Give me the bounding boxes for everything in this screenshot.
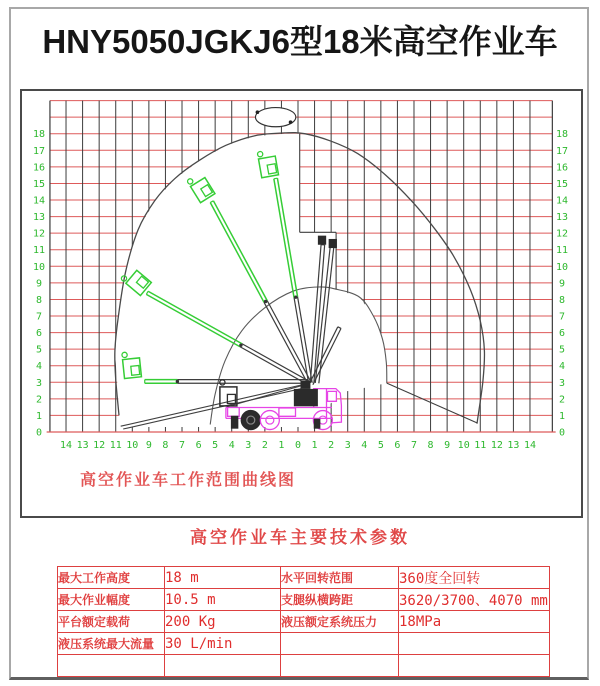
param-value: 18 m: [165, 567, 281, 589]
axis-tick-label: 3: [245, 440, 252, 451]
axis-tick-label: 17: [555, 145, 569, 157]
axis-tick-label: 10: [32, 261, 46, 273]
axis-tick-label: 16: [32, 162, 46, 174]
param-label: [281, 633, 399, 655]
param-label: [58, 655, 165, 677]
axis-tick-label: 7: [558, 311, 566, 323]
axis-tick-label: 14: [59, 440, 73, 451]
axis-tick-label: 15: [555, 178, 569, 190]
params-table-title: 高空作业车主要技术参数: [190, 528, 410, 547]
axis-tick-label: 1: [311, 440, 318, 451]
axis-tick-label: 13: [507, 440, 520, 451]
param-row: [58, 633, 550, 655]
axis-tick-label: 9: [444, 440, 451, 451]
axis-tick-label: 5: [212, 440, 219, 451]
param-label: [281, 655, 399, 677]
param-label: 支腿纵横跨距: [281, 589, 399, 611]
axis-tick-label: 18: [555, 129, 569, 141]
axis-tick-label: 7: [35, 311, 43, 323]
axis-tick-label: 15: [32, 178, 46, 190]
axis-tick-label: 12: [32, 228, 46, 240]
axis-tick-label: 8: [558, 294, 566, 306]
axis-tick-label: 2: [261, 440, 268, 451]
axis-tick-label: 17: [32, 145, 46, 157]
axis-tick-label: 4: [35, 361, 43, 373]
axis-tick-label: 6: [394, 440, 401, 451]
axis-tick-label: 9: [558, 278, 566, 290]
axis-tick-label: 3: [344, 440, 351, 451]
axis-tick-label: 9: [35, 278, 43, 290]
param-row: [58, 589, 550, 611]
axis-tick-label: 8: [427, 440, 434, 451]
axis-tick-label: 6: [558, 328, 566, 340]
axis-tick-label: 3: [558, 377, 566, 389]
axis-tick-label: 13: [555, 212, 569, 224]
axis-tick-label: 4: [228, 440, 235, 451]
axis-tick-label: 13: [32, 212, 46, 224]
working-range-diagram-box: [20, 89, 583, 518]
axis-tick-label: 7: [178, 440, 186, 451]
axis-tick-label: 10: [555, 261, 569, 273]
param-value: [165, 655, 281, 677]
axis-tick-label: 12: [93, 440, 106, 451]
axis-tick-label: 11: [474, 440, 487, 451]
param-value: 10.5 m: [165, 589, 281, 611]
axis-tick-label: 0: [558, 427, 566, 439]
axis-tick-label: 4: [361, 440, 368, 451]
param-value: 200 Kg: [165, 611, 281, 633]
axis-tick-label: 2: [35, 394, 43, 406]
param-label: 最大工作高度: [58, 567, 165, 589]
axis-tick-label: 1: [278, 440, 285, 451]
axis-tick-label: 18: [32, 129, 46, 141]
axis-tick-label: 2: [328, 440, 335, 451]
axis-tick-label: 10: [126, 440, 139, 451]
param-label: 水平回转范围: [281, 567, 399, 589]
param-label: 液压系统最大流量: [58, 633, 165, 655]
axis-tick-label: 1: [558, 410, 566, 422]
param-label: 液压额定系统压力: [281, 611, 399, 633]
param-row: [58, 611, 550, 633]
axis-tick-label: 11: [32, 245, 46, 257]
axis-tick-label: 12: [490, 440, 503, 451]
axis-tick-label: 14: [32, 195, 46, 207]
param-value: [399, 633, 550, 655]
axis-tick-label: 6: [195, 440, 202, 451]
axis-tick-label: 12: [555, 228, 569, 240]
page-title: HNY5050JGKJ6型18米高空作业车: [42, 23, 558, 60]
axis-tick-label: 3: [35, 377, 43, 389]
axis-tick-label: 8: [162, 440, 169, 451]
param-value: 30 L/min: [165, 633, 281, 655]
axis-tick-label: 0: [294, 440, 302, 451]
axis-tick-label: 1: [35, 410, 43, 422]
axis-tick-label: 16: [555, 162, 569, 174]
axis-tick-label: 14: [555, 195, 569, 207]
axis-tick-label: 0: [35, 427, 43, 439]
axis-tick-label: 11: [555, 245, 569, 257]
param-value: 3620/3700、4070 mm: [399, 589, 550, 611]
working-range-chart: [22, 91, 581, 516]
param-label: 最大作业幅度: [58, 589, 165, 611]
param-row: [58, 655, 550, 677]
params-table: [57, 566, 550, 677]
param-value: [399, 655, 550, 677]
axis-tick-label: 5: [35, 344, 43, 356]
axis-tick-label: 11: [109, 440, 122, 451]
axis-tick-label: 7: [410, 440, 418, 451]
axis-tick-label: 13: [76, 440, 89, 451]
param-value: 18MPa: [399, 611, 550, 633]
axis-tick-label: 6: [35, 328, 43, 340]
axis-tick-label: 5: [558, 344, 566, 356]
param-value: 360度全回转: [399, 567, 550, 589]
axis-tick-label: 4: [558, 361, 566, 373]
diagram-caption: 高空作业车工作范围曲线图: [80, 472, 297, 489]
param-row: [58, 567, 550, 589]
axis-tick-label: 14: [523, 440, 537, 451]
param-label: 平台额定载荷: [58, 611, 165, 633]
axis-tick-label: 8: [35, 294, 43, 306]
axis-tick-label: 10: [457, 440, 470, 451]
axis-tick-label: 9: [145, 440, 152, 451]
axis-tick-label: 2: [558, 394, 566, 406]
axis-tick-label: 5: [377, 440, 384, 451]
